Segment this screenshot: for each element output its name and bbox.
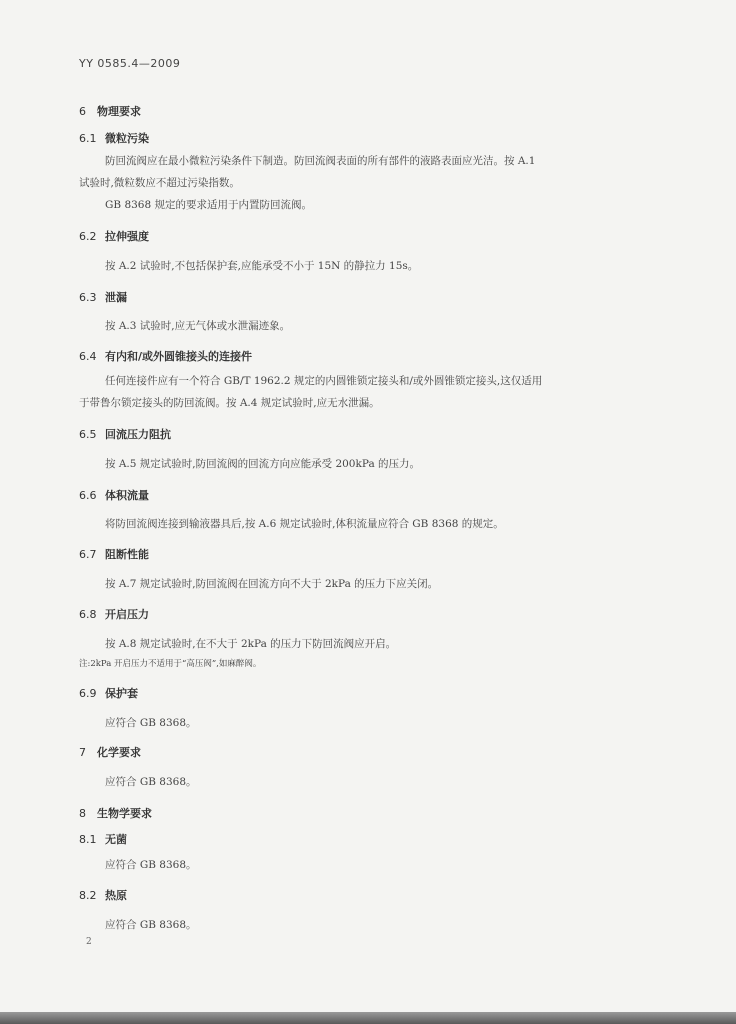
paragraph-line: 防回流阀应在最小微粒污染条件下制造。防回流阀表面的所有部件的液路表面应光洁。按 A.1 bbox=[105, 155, 536, 167]
section-title: 无菌 bbox=[105, 833, 127, 846]
section-6-1-heading bbox=[79, 130, 149, 146]
paragraph-line: 试验时,微粒数应不超过污染指数。 bbox=[79, 177, 240, 189]
section-number: 6.7 bbox=[79, 548, 97, 561]
section-6-8-text: 按 A.8 规定试验时,在不大于 2kPa 的压力下防回流阀应开启。 bbox=[105, 638, 397, 650]
section-number: 8.1 bbox=[79, 833, 97, 846]
section-6-9-heading bbox=[79, 685, 138, 701]
paragraph-line: 任何连接件应有一个符合 GB/T 1962.2 规定的内圆锥锁定接头和/或外圆锥锁定接头,这仅适用 bbox=[105, 375, 543, 387]
section-number: 8.2 bbox=[79, 889, 97, 902]
section-6-4-heading bbox=[79, 348, 252, 364]
paragraph-line: 于带鲁尔锁定接头的防回流阀。按 A.4 规定试验时,应无水泄漏。 bbox=[79, 397, 380, 409]
section-number: 6.9 bbox=[79, 687, 97, 700]
page-number: 2 bbox=[86, 937, 92, 947]
paragraph-line: GB 8368 规定的要求适用于内置防回流阀。 bbox=[105, 199, 313, 211]
section-number: 6.1 bbox=[79, 132, 97, 145]
section-6-5-text: 按 A.5 规定试验时,防回流阀的回流方向应能承受 200kPa 的压力。 bbox=[105, 458, 421, 470]
section-title: 物理要求 bbox=[97, 105, 141, 118]
section-8-2-text: 应符合 GB 8368。 bbox=[105, 919, 197, 931]
section-6-6-text: 将防回流阀连接到输液器具后,按 A.6 规定试验时,体积流量应符合 GB 8368 的规定。 bbox=[105, 518, 504, 530]
section-number: 6.3 bbox=[79, 291, 97, 304]
scan-bottom-edge bbox=[0, 1012, 736, 1024]
section-7-text: 应符合 GB 8368。 bbox=[105, 776, 197, 788]
section-6-9-text: 应符合 GB 8368。 bbox=[105, 717, 197, 729]
standard-code-header: YY 0585.4—2009 bbox=[79, 57, 181, 70]
section-6-8-note: 注:2kPa 开启压力不适用于“高压阀”,如麻醉阀。 bbox=[79, 659, 262, 669]
section-title: 泄漏 bbox=[105, 291, 127, 304]
section-6-2-heading bbox=[79, 228, 149, 244]
section-6-6-heading bbox=[79, 487, 149, 503]
section-number: 6.4 bbox=[79, 350, 97, 363]
section-7-heading bbox=[79, 744, 141, 760]
section-title: 体积流量 bbox=[105, 489, 149, 502]
section-6-3-heading bbox=[79, 289, 127, 305]
section-title: 开启压力 bbox=[105, 608, 149, 621]
section-number: 6.2 bbox=[79, 230, 97, 243]
section-number: 6.5 bbox=[79, 428, 97, 441]
section-8-heading bbox=[79, 805, 152, 821]
section-title: 化学要求 bbox=[97, 746, 141, 759]
section-title: 生物学要求 bbox=[97, 807, 152, 820]
section-8-2-heading bbox=[79, 887, 127, 903]
section-title: 回流压力阻抗 bbox=[105, 428, 171, 441]
section-title: 保护套 bbox=[105, 687, 138, 700]
section-6-2-text: 按 A.2 试验时,不包括保护套,应能承受不小于 15N 的静拉力 15s。 bbox=[105, 260, 419, 272]
section-number: 7 bbox=[79, 746, 86, 759]
section-number: 6.6 bbox=[79, 489, 97, 502]
section-8-1-heading bbox=[79, 831, 127, 847]
section-title: 微粒污染 bbox=[105, 132, 149, 145]
section-title: 有内和/或外圆锥接头的连接件 bbox=[105, 350, 253, 363]
section-6-7-heading bbox=[79, 546, 149, 562]
section-6-heading bbox=[79, 103, 141, 119]
section-title: 热原 bbox=[105, 889, 127, 902]
section-number: 6.8 bbox=[79, 608, 97, 621]
section-6-5-heading bbox=[79, 426, 171, 442]
section-title: 拉伸强度 bbox=[105, 230, 149, 243]
section-8-1-text: 应符合 GB 8368。 bbox=[105, 859, 197, 871]
section-6-1-paragraph bbox=[79, 150, 659, 216]
section-6-4-paragraph bbox=[79, 370, 659, 414]
section-6-8-heading bbox=[79, 606, 149, 622]
section-title: 阻断性能 bbox=[105, 548, 149, 561]
section-6-3-text: 按 A.3 试验时,应无气体或水泄漏迹象。 bbox=[105, 320, 291, 332]
section-number: 8 bbox=[79, 807, 86, 820]
section-6-7-text: 按 A.7 规定试验时,防回流阀在回流方向不大于 2kPa 的压力下应关闭。 bbox=[105, 578, 439, 590]
section-number: 6 bbox=[79, 105, 86, 118]
